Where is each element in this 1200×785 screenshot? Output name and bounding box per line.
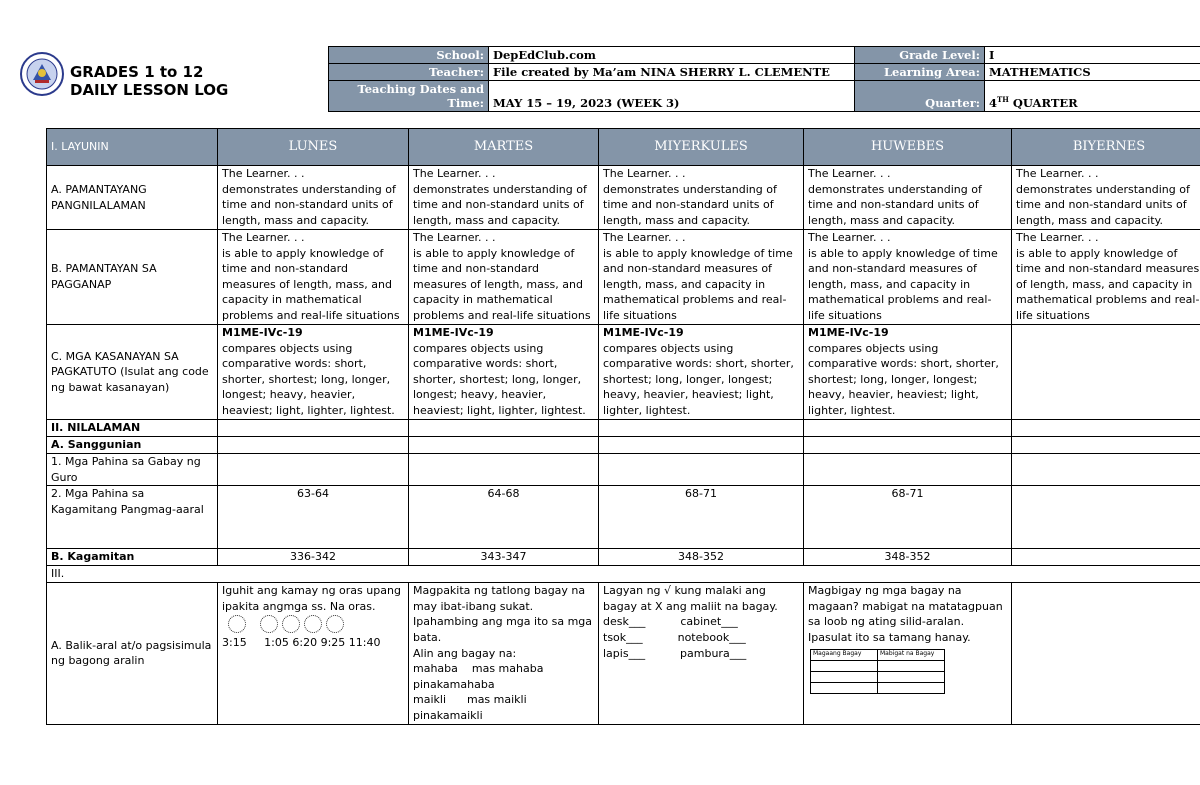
cell-text: is able to apply knowledge of time and non-standard measures of length, mass, and capacity in mathematical problems and real-life situations	[603, 246, 793, 322]
cell-text: desk___ cabinet___	[603, 615, 738, 629]
row-label: B. Kagamitan	[47, 549, 218, 566]
area-value: MATHEMATICS	[985, 64, 1200, 81]
dates-value: MAY 15 – 19, 2023 (WEEK 3)	[489, 81, 855, 112]
cell-text: is able to apply knowledge of time and non-standard measures of length, mass, and capacity in mathematical problems and real-life situations	[808, 246, 998, 322]
cell-empty	[1012, 325, 1200, 420]
day-header-martes: MARTES	[409, 129, 599, 166]
cell-text: maikli mas maikli	[413, 693, 527, 707]
cell-empty	[1012, 486, 1200, 549]
clock-icon	[228, 615, 246, 633]
learner-text: The Learner. . .	[603, 167, 686, 180]
page-range: 64-68	[409, 486, 599, 549]
cell-text: compares objects using comparative words: short, shorter, shortest; long, longer, longest; heavy, heavier, heaviest; light, lighter, lightest.	[413, 341, 586, 417]
learner-text: The Learner. . .	[413, 167, 496, 180]
quarter-suffix: TH	[997, 95, 1009, 105]
row-nilalaman	[47, 420, 1200, 437]
cell-empty	[1012, 420, 1200, 437]
cell-empty	[1012, 454, 1200, 486]
page-range: 348-352	[599, 549, 804, 566]
cell-text: pinakamaikli	[413, 708, 483, 722]
row-kagamitang-pangmag-aaral	[47, 486, 1200, 549]
cell-empty	[218, 420, 409, 437]
school-value: DepEdClub.com	[489, 47, 855, 64]
row-label: 1. Mga Pahina sa Gabay ng Guro	[47, 454, 218, 486]
cell-content	[1012, 166, 1200, 230]
brand-title	[70, 63, 228, 99]
cell-content	[409, 166, 599, 230]
lesson-log-table	[46, 128, 1200, 725]
quarter-value	[985, 81, 1200, 112]
quarter-text: QUARTER	[1008, 96, 1078, 110]
page-range: 63-64	[218, 486, 409, 549]
dates-label-line-2: Time:	[447, 96, 484, 110]
learner-text: The Learner. . .	[1016, 167, 1099, 180]
row-kagamitan	[47, 549, 1200, 566]
page-range: 336-342	[218, 549, 409, 566]
mini-table	[810, 649, 945, 694]
learner-text: The Learner. . .	[603, 231, 686, 244]
cell-content	[599, 583, 804, 724]
cell-text: Lagyan ng √ kung malaki ang bagay at X ang maliit na bagay.	[603, 584, 778, 613]
cell-empty	[599, 454, 804, 486]
cell-content	[599, 166, 804, 230]
deped-seal-icon	[20, 50, 64, 98]
cell-text: is able to apply knowledge of time and non-standard measures of length, mass, and capacity in mathematical problems and real-life situations	[413, 246, 591, 322]
mini-cell	[878, 660, 945, 671]
learner-text: The Learner. . .	[808, 231, 891, 244]
cell-empty	[1012, 549, 1200, 566]
learner-text: The Learner. . .	[222, 231, 305, 244]
competency-code: M1ME-IVc-19	[413, 326, 494, 339]
cell-empty	[1012, 437, 1200, 454]
learner-text: The Learner. . .	[222, 167, 305, 180]
row-label	[47, 325, 218, 420]
competency-code: M1ME-IVc-19	[222, 326, 303, 339]
cell-text: demonstrates understanding of time and non-standard units of length, mass and capacity.	[603, 182, 777, 227]
mini-cell	[878, 682, 945, 693]
cell-empty	[409, 420, 599, 437]
layunin-header: I. LAYUNIN	[47, 129, 218, 166]
cell-empty	[218, 454, 409, 486]
page-range: 68-71	[804, 486, 1012, 549]
row-gabay-ng-guro	[47, 454, 1200, 486]
page-range: 343-347	[409, 549, 599, 566]
cell-empty	[804, 420, 1012, 437]
cell-content	[1012, 230, 1200, 325]
clock-icon	[260, 615, 278, 633]
row-label-bold: C. MGA KASANAYAN SA PAGKATUTO	[51, 349, 179, 379]
row-sanggunian	[47, 437, 1200, 454]
cell-content	[804, 230, 1012, 325]
row-mga-kasanayan	[47, 325, 1200, 420]
cell-content	[409, 230, 599, 325]
cell-content	[218, 583, 409, 724]
mini-cell	[811, 660, 878, 671]
cell-content	[218, 325, 409, 420]
mini-cell	[811, 671, 878, 682]
cell-content	[804, 325, 1012, 420]
learner-text: The Learner. . .	[808, 167, 891, 180]
cell-empty	[804, 437, 1012, 454]
clock-icon	[282, 615, 300, 633]
cell-text: Iguhit ang kamay ng oras upang ipakita angmga ss. Na oras.	[222, 584, 401, 613]
clock-icon	[304, 615, 322, 633]
learner-text: The Learner. . .	[413, 231, 496, 244]
cell-empty	[409, 437, 599, 454]
cell-content	[409, 325, 599, 420]
page-range: 348-352	[804, 549, 1012, 566]
page-range: 68-71	[599, 486, 804, 549]
cell-empty	[599, 420, 804, 437]
teacher-value: File created by Ma’am NINA SHERRY L. CLEMENTE	[489, 64, 855, 81]
mini-header: Mabigat na Bagay	[878, 649, 945, 660]
teacher-label: Teacher:	[329, 64, 489, 81]
cell-content	[218, 166, 409, 230]
school-label: School:	[329, 47, 489, 64]
clock-icon	[326, 615, 344, 633]
cell-text: Magpakita ng tatlong bagay na may ibat-ibang sukat.	[413, 584, 586, 613]
row-pamantayang-pangnilalaman	[47, 166, 1200, 230]
mini-cell	[878, 671, 945, 682]
cell-text: compares objects using comparative words: short, shorter, shortest; long, longer, longest; heavy, heavier, heaviest; light, lighter, lightest.	[222, 341, 395, 417]
brand-line-2: DAILY LESSON LOG	[70, 81, 229, 99]
cell-content	[599, 325, 804, 420]
quarter-number: 4	[989, 96, 998, 110]
row-label: A. Sanggunian	[47, 437, 218, 454]
cell-text: Ipahambing ang mga ito sa mga bata.	[413, 615, 593, 644]
cell-content	[804, 166, 1012, 230]
cell-text: compares objects using comparative words: short, shorter, shortest; long, longer, longest; heavy, heavier, heaviest; light, lighter, lightest.	[808, 341, 999, 417]
cell-text: is able to apply knowledge of time and non-standard measures of length, mass, and capacity in mathematical problems and real-life situations	[1016, 246, 1200, 322]
clock-faces	[228, 615, 404, 633]
dates-label	[329, 81, 489, 112]
mini-header: Magaang Bagay	[811, 649, 878, 660]
grade-value: I	[985, 47, 1200, 64]
row-section-3	[47, 566, 1200, 583]
area-label: Learning Area:	[855, 64, 985, 81]
cell-text: demonstrates understanding of time and non-standard units of length, mass and capacity.	[413, 182, 587, 227]
cell-text: mahaba mas mahaba	[413, 662, 544, 676]
cell-text: demonstrates understanding of time and non-standard units of length, mass and capacity.	[1016, 182, 1190, 227]
brand-line-1: GRADES 1 to 12	[70, 63, 204, 81]
day-header-huwebes: HUWEBES	[804, 129, 1012, 166]
cell-empty	[409, 454, 599, 486]
cell-content	[218, 230, 409, 325]
cell-empty	[1012, 583, 1200, 724]
cell-text: demonstrates understanding of time and non-standard units of length, mass and capacity.	[808, 182, 982, 227]
cell-text: pinakamahaba	[413, 677, 495, 691]
cell-content	[599, 230, 804, 325]
day-header-miyerkules: MIYERKULES	[599, 129, 804, 166]
row-label-note: (Isulat ang code ng bawat kasanayan)	[51, 365, 209, 394]
cell-text: lapis___ pambura___	[603, 646, 747, 660]
dates-label-line-1: Teaching Dates and	[357, 82, 484, 96]
mini-cell	[811, 682, 878, 693]
header-info-table	[328, 46, 1200, 112]
cell-empty	[599, 437, 804, 454]
day-header-lunes: LUNES	[218, 129, 409, 166]
cell-text: demonstrates understanding of time and non-standard units of length, mass and capacity.	[222, 182, 396, 227]
learner-text: The Learner. . .	[1016, 231, 1099, 244]
cell-text: tsok___ notebook___	[603, 630, 746, 644]
row-label: A. Balik-aral at/o pagsisimula ng bagong aralin	[47, 583, 218, 724]
cell-text: Magbigay ng mga bagay na magaan? mabigat na matatagpuan sa loob ng ating silid-aralan. Ipasulat ito sa tamang hanay.	[808, 584, 1003, 644]
day-header-biyernes: BIYERNES	[1012, 129, 1200, 166]
cell-empty	[804, 454, 1012, 486]
competency-code: M1ME-IVc-19	[808, 326, 889, 339]
competency-code: M1ME-IVc-19	[603, 326, 684, 339]
grade-label: Grade Level:	[855, 47, 985, 64]
cell-text: Alin ang bagay na:	[413, 646, 517, 660]
section-3-label: III.	[47, 566, 1200, 583]
cell-text: compares objects using comparative words: short, shorter, shortest; long, longer, longest; heavy, heavier, heaviest; light, lighter, lightest.	[603, 341, 794, 417]
row-balik-aral	[47, 583, 1200, 724]
quarter-label: Quarter:	[855, 81, 985, 112]
row-label: B. PAMANTAYAN SA PAGGANAP	[47, 230, 218, 325]
row-label: A. PAMANTAYANG PANGNILALAMAN	[47, 166, 218, 230]
row-pamantayan-sa-pagganap	[47, 230, 1200, 325]
cell-content	[409, 583, 599, 724]
clock-times: 3:15 1:05 6:20 9:25 11:40	[222, 636, 381, 650]
cell-empty	[218, 437, 409, 454]
cell-text: is able to apply knowledge of time and non-standard measures of length, mass, and capacity in mathematical problems and real-life situations	[222, 246, 400, 322]
row-label: 2. Mga Pahina sa Kagamitang Pangmag-aaral	[47, 486, 218, 549]
cell-content	[804, 583, 1012, 724]
row-label: II. NILALAMAN	[47, 420, 218, 437]
